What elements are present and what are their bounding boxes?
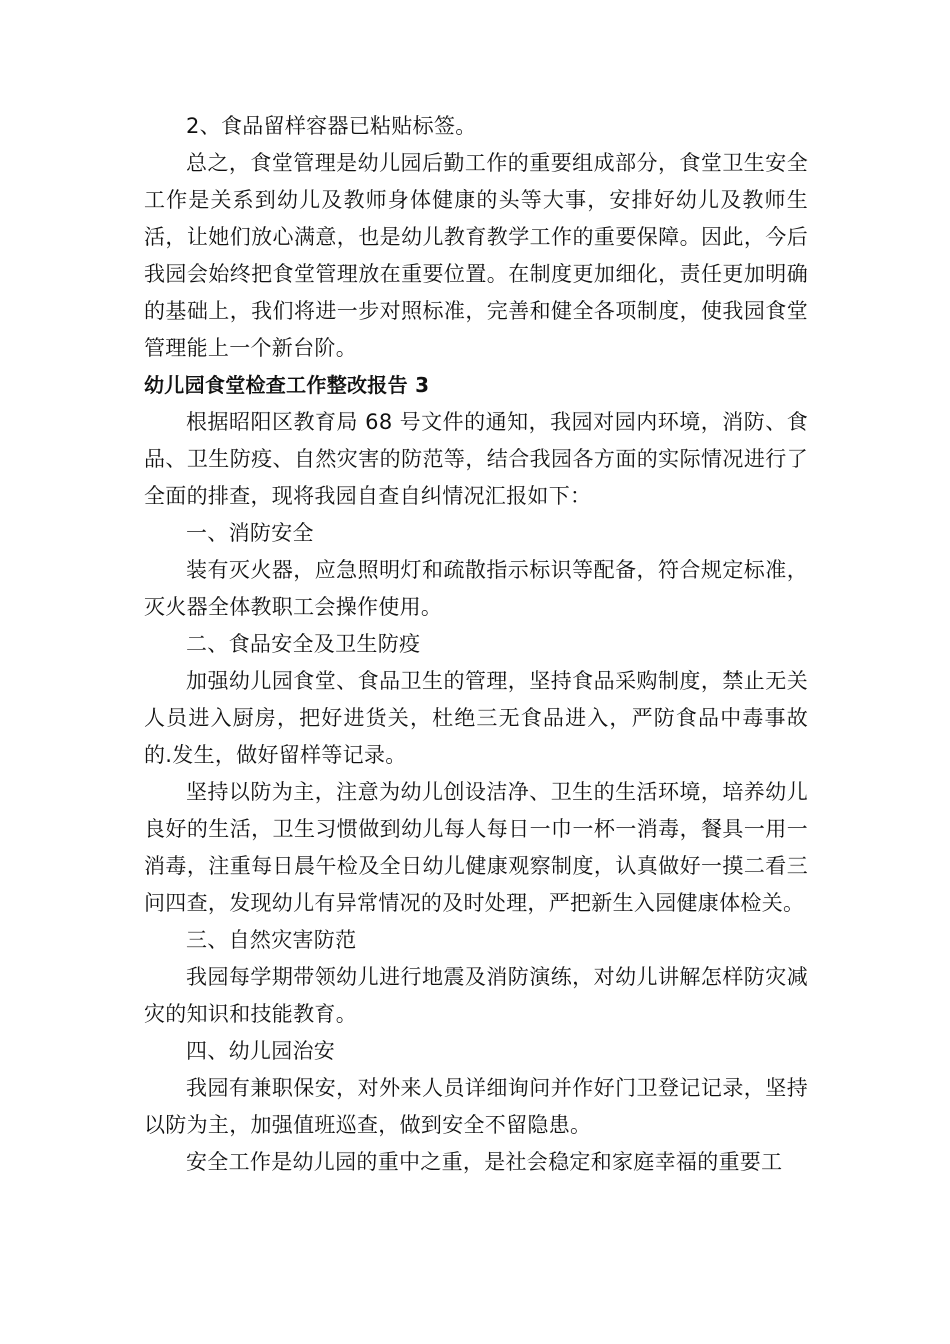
subsection-title: 一、消防安全: [186, 521, 314, 545]
paragraph: 2、食品留样容器已粘贴标签。: [186, 114, 477, 138]
document-body: [144, 108, 808, 1181]
subsection-title: 四、幼儿园治安: [186, 1039, 336, 1063]
paragraph: 安全工作是幼儿园的重中之重，是社会稳定和家庭幸福的重要工: [186, 1150, 783, 1174]
subsection-title: 二、食品安全及卫生防疫: [186, 632, 421, 656]
paragraph: 坚持以防为主，注意为幼儿创设洁净、卫生的生活环境，培养幼儿良好的生活，卫生习惯做到幼儿每人每日一巾一杯一消毒，餐具一用一消毒，注重每日晨午检及全日幼儿健康观察制度，认真做好一摸二看三问四查，发现幼儿有异常情况的及时处理，严把新生入园健康体检关。: [144, 780, 808, 915]
paragraph: 我园每学期带领幼儿进行地震及消防演练，对幼儿讲解怎样防灾减灾的知识和技能教育。: [144, 965, 808, 1026]
paragraph: 根据昭阳区教育局 68 号文件的通知，我园对园内环境，消防、食品、卫生防疫、自然灾害的防范等，结合我园各方面的实际情况进行了全面的排查，现将我园自查自纠情况汇报如下：: [144, 410, 808, 508]
paragraph: 装有灭火器，应急照明灯和疏散指示标识等配备，符合规定标准，灭火器全体教职工会操作使用。: [144, 558, 808, 619]
paragraph: 我园有兼职保安，对外来人员详细询问并作好门卫登记记录，坚持以防为主，加强值班巡查，做到安全不留隐患。: [144, 1076, 808, 1137]
paragraph: 加强幼儿园食堂、食品卫生的管理，坚持食品采购制度，禁止无关人员进入厨房，把好进货关，杜绝三无食品进入，严防食品中毒事故的.发生，做好留样等记录。: [144, 669, 808, 767]
subsection-title: 三、自然灾害防范: [186, 928, 357, 952]
section-heading: 幼儿园食堂检查工作整改报告 3: [144, 373, 430, 397]
paragraph: 总之，食堂管理是幼儿园后勤工作的重要组成部分，食堂卫生安全工作是关系到幼儿及教师身体健康的头等大事，安排好幼儿及教师生活，让她们放心满意，也是幼儿教育教学工作的重要保障。因此，今后我园会始终把食堂管理放在重要位置。在制度更加细化，责任更加明确的基础上，我们将进一步对照标准，完善和健全各项制度，使我园食堂管理能上一个新台阶。: [144, 151, 808, 360]
